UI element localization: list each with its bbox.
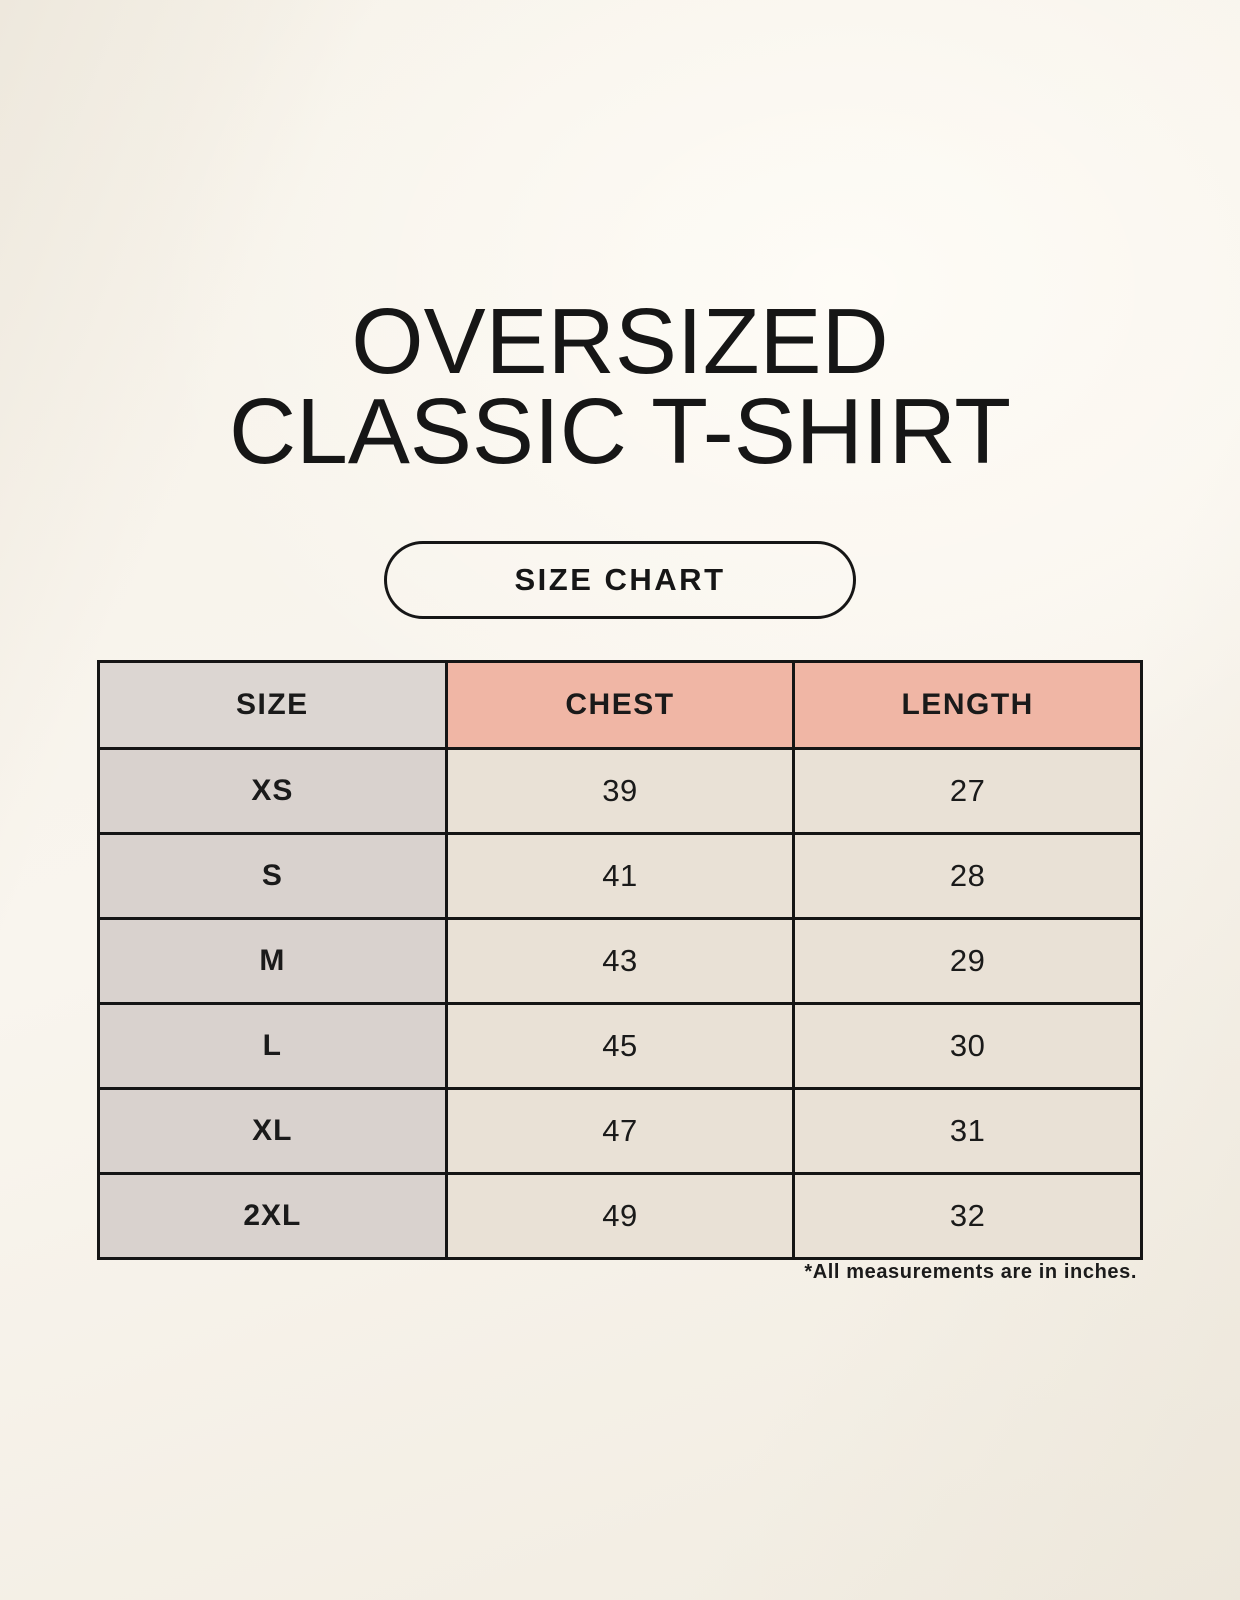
header-row	[99, 662, 1142, 749]
size-chart-table	[97, 660, 1143, 1260]
table-row-s	[99, 834, 1142, 919]
column-header-chest: CHEST	[446, 662, 794, 749]
page-title-line1: OVERSIZED	[351, 289, 889, 393]
size-label: S	[99, 834, 447, 919]
length-value: 30	[794, 1004, 1142, 1089]
table-row-2xl	[99, 1174, 1142, 1259]
length-value: 28	[794, 834, 1142, 919]
size-label: XS	[99, 749, 447, 834]
chest-value: 43	[446, 919, 794, 1004]
chest-value: 45	[446, 1004, 794, 1089]
page-title	[0, 289, 1240, 483]
table-row-xs	[99, 749, 1142, 834]
size-chart-button-label: SIZE CHART	[514, 562, 726, 597]
chest-value: 49	[446, 1174, 794, 1259]
page-title-line2: CLASSIC T-SHIRT	[228, 379, 1012, 483]
size-chart-button[interactable]	[384, 541, 856, 619]
chest-value: 47	[446, 1089, 794, 1174]
measurements-note: *All measurements are in inches.	[804, 1261, 1137, 1283]
size-label: 2XL	[99, 1174, 447, 1259]
column-header-length: LENGTH	[794, 662, 1142, 749]
table-row-xl	[99, 1089, 1142, 1174]
length-value: 27	[794, 749, 1142, 834]
size-chart-table-body	[99, 749, 1142, 1259]
size-label: L	[99, 1004, 447, 1089]
length-value: 29	[794, 919, 1142, 1004]
size-label: XL	[99, 1089, 447, 1174]
table-row-m	[99, 919, 1142, 1004]
size-chart-table-header	[99, 662, 1142, 749]
column-header-size: SIZE	[99, 662, 447, 749]
chest-value: 39	[446, 749, 794, 834]
length-value: 32	[794, 1174, 1142, 1259]
table-row-l	[99, 1004, 1142, 1089]
chest-value: 41	[446, 834, 794, 919]
size-label: M	[99, 919, 447, 1004]
length-value: 31	[794, 1089, 1142, 1174]
